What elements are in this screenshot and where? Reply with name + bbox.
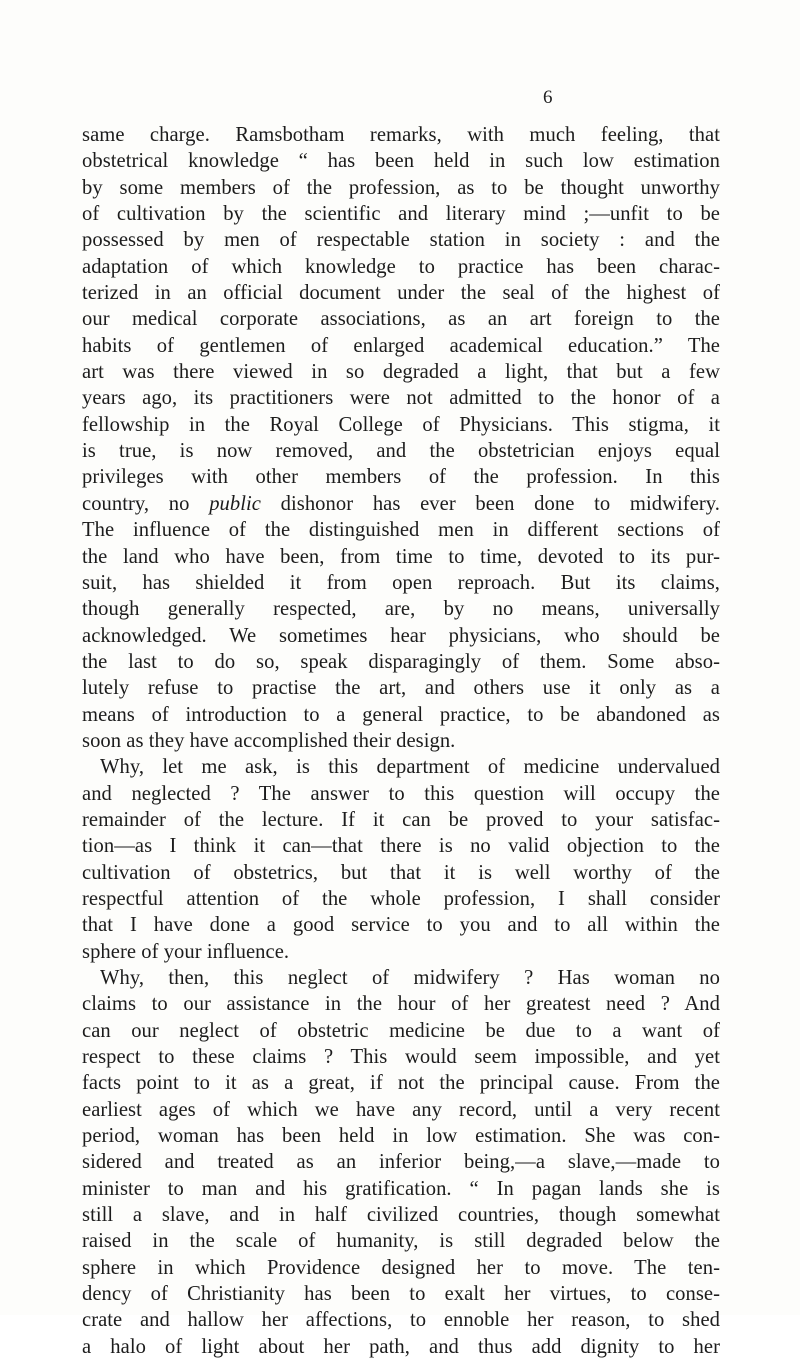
text-line: acknowledged. We sometimes hear physicians, who should be (82, 624, 720, 647)
text-line: suit, has shielded it from open reproach. But its claims, (82, 571, 720, 594)
paragraph-end-line: soon as they have accomplished their design. (82, 729, 456, 752)
paragraph-start-line: Why, let me ask, is this department of medicine undervalued (100, 756, 720, 779)
text-line: earliest ages of which we have any record, until a very recent (82, 1098, 720, 1121)
text-line: art was there viewed in so degraded a light, that but a few (82, 361, 720, 384)
paragraph-end-line: sphere of your influence. (82, 940, 290, 963)
text-segment: country, no (82, 492, 210, 515)
text-line: sidered and treated as an inferior being,—a slave,—made to (82, 1151, 720, 1174)
text-line: crate and hallow her affections, to ennoble her reason, to shed (82, 1309, 720, 1332)
body-text (82, 122, 720, 1360)
text-line: remainder of the lecture. If it can be proved to your satisfac- (82, 808, 720, 831)
text-line: cultivation of obstetrics, but that it is well worthy of the (82, 861, 720, 884)
text-line: claims to our assistance in the hour of her greatest need ? And (82, 993, 720, 1016)
text-line: by some members of the profession, as to be thought unworthy (82, 176, 720, 199)
text-line: habits of gentlemen of enlarged academical education.” The (82, 334, 720, 357)
text-line: lutely refuse to practise the art, and others use it only as a (82, 677, 720, 700)
italic-emphasis: public (209, 492, 261, 515)
page-number: 6 (543, 87, 553, 108)
text-segment: dishonor has ever been done to midwifery. (260, 492, 720, 515)
paragraph-start-line: Why, then, this neglect of midwifery ? Has woman no (100, 967, 720, 989)
text-line: is true, is now removed, and the obstetrician enjoys equal (82, 440, 720, 463)
text-line: and neglected ? The answer to this question will occupy the (82, 782, 720, 805)
text-line: The influence of the distinguished men in different sections of (82, 519, 720, 542)
text-line: respect to these claims ? This would seem impossible, and yet (82, 1046, 720, 1069)
text-line: respectful attention of the whole profession, I shall consider (82, 887, 720, 910)
text-line: adaptation of which knowledge to practice has been charac- (82, 255, 720, 278)
text-line: though generally respected, are, by no means, universally (82, 598, 720, 621)
text-line: period, woman has been held in low estimation. She was con- (82, 1125, 720, 1148)
text-line: raised in the scale of humanity, is still degraded below the (82, 1230, 720, 1253)
text-line: still a slave, and in half civilized countries, though somewhat (82, 1204, 720, 1227)
text-line: the last to do so, speak disparagingly of them. Some abso- (82, 650, 720, 673)
text-line: can our neglect of obstetric medicine be due to a want of (82, 1019, 720, 1042)
text-line: that I have done a good service to you and to all within the (82, 914, 720, 937)
text-line: our medical corporate associations, as an art foreign to the (82, 308, 720, 331)
text-line: years ago, its practitioners were not admitted to the honor of a (82, 387, 720, 410)
text-line: terized in an official document under the seal of the highest of (82, 282, 720, 305)
text-line: means of introduction to a general practice, to be abandoned as (82, 703, 720, 726)
text-line: possessed by men of respectable station in society : and the (82, 229, 720, 252)
text-line: facts point to it as a great, if not the principal cause. From the (82, 1072, 720, 1095)
text-line: tion—as I think it can—that there is no valid objection to the (82, 835, 720, 858)
text-line: sphere in which Providence designed her to move. The ten- (82, 1256, 720, 1279)
text-line: minister to man and his gratification. “ In pagan lands she is (82, 1177, 720, 1200)
text-line: privileges with other members of the profession. In this (82, 466, 720, 489)
text-line: a halo of light about her path, and thus add dignity to her (82, 1335, 720, 1358)
text-line: same charge. Ramsbotham remarks, with much feeling, that (82, 124, 720, 146)
text-line: obstetrical knowledge “ has been held in such low estimation (82, 150, 720, 173)
text-line-with-italic (82, 491, 720, 517)
text-line: of cultivation by the scientific and literary mind ;—unfit to be (82, 203, 720, 226)
text-line: the land who have been, from time to time, devoted to its pur- (82, 545, 720, 568)
text-line: dency of Christianity has been to exalt her virtues, to conse- (82, 1283, 720, 1306)
text-line: fellowship in the Royal College of Physicians. This stigma, it (82, 413, 720, 436)
